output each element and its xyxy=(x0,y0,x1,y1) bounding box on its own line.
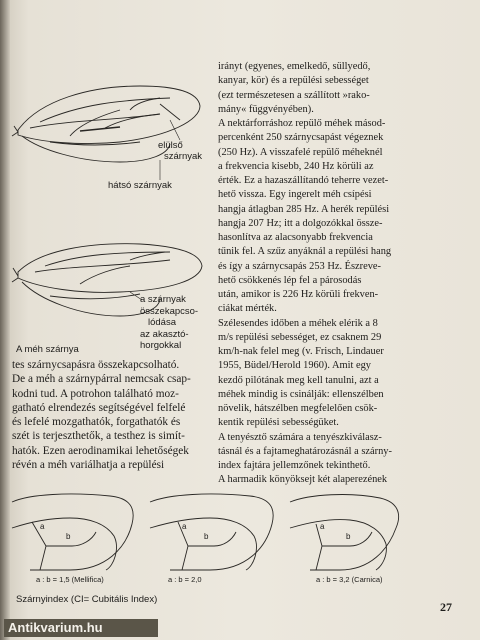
text-line: gatható elrendezés segítségével felfelé xyxy=(12,401,186,414)
label-hind-wings: hátsó szárnyak xyxy=(108,180,172,191)
label-b-wing3: b xyxy=(346,532,351,541)
text-line: tásnál és a fajtameghatározásnál a szárny- xyxy=(218,445,392,457)
text-line: révén a méh variálhatja a repülési xyxy=(12,458,165,471)
text-line: után, amikor is 226 Hz körüli frekven- xyxy=(218,289,379,300)
text-line: hasonlítva az alacsonyabb frekvencia xyxy=(218,232,373,243)
text-line: A harmadik könyöksejt két alaperezének xyxy=(218,474,388,486)
text-line: méhek mindig is csinálják: ellenszélben xyxy=(218,388,384,400)
label-wing-coupling: a szárnyak összekapcsо- lódása az akasztó- horgokkal xyxy=(140,294,199,351)
text-line: tes szárnycsapásra összekapcsolható. xyxy=(12,359,180,371)
text-line: tűnik fel. A szűz anyáknál a repülési hang xyxy=(218,246,392,258)
text-line: és lefelé mozgathatók, forgathatók és xyxy=(12,416,181,428)
label-a-wing1: a xyxy=(40,522,45,531)
text-line: Szélesendes időben a méhek elérik a 8 xyxy=(218,317,378,329)
text-line: (250 Hz). A visszafelé repülő méheknél xyxy=(218,146,383,158)
page-number: 27 xyxy=(440,600,452,614)
text-line: ciákat mérték. xyxy=(218,303,277,315)
text-line: 1955, Büdel/Herold 1960). Amit egy xyxy=(218,360,371,372)
text-line: A nektárforráshoz repülő méhek másod- xyxy=(218,118,386,129)
text-line: kentik repülési sebességüket. xyxy=(218,417,339,429)
text-line: kodni tud. A potrohon található moz- xyxy=(12,387,179,400)
text-line: irányt (egyenes, emelkedő, süllyedő, xyxy=(218,61,371,72)
text-line: (ezt természetesen a szállított »rako- xyxy=(218,89,370,101)
left-text-column xyxy=(12,358,216,472)
ratio-label-carnica: a : b = 3,2 (Carnica) xyxy=(316,575,383,584)
text-line: kanyar, kör) és a repülési sebességet xyxy=(218,75,369,87)
text-line: hető csökkenés lép fel a párosodás xyxy=(218,274,362,286)
text-line: szét is terjeszthetők, a testhez is simít- xyxy=(12,430,185,443)
label-a-wing2: a xyxy=(182,522,187,531)
text-line: hangja átlagban 285 Hz. A herék repülési xyxy=(218,203,390,215)
label-b-wing2: b xyxy=(204,532,209,541)
page-gutter-shadow xyxy=(0,0,10,640)
text-line: és így a szárnycsapás 253 Hz. Észreve- xyxy=(218,260,382,272)
label-b-wing1: b xyxy=(66,532,71,541)
text-line: index fajtára jellemzőnek tekinthető. xyxy=(218,460,371,471)
text-line: De a méh a szárnypárral nemcsak csap- xyxy=(12,373,191,386)
text-line: érték. Ez a hazaszállítandó teherre vezet- xyxy=(218,175,389,186)
text-line: kezdő pilótának meg kell tanulni, azt a xyxy=(218,374,379,386)
label-a-wing3: a xyxy=(320,522,325,531)
text-line: növelik, hátszélben megfelelően csök- xyxy=(218,403,378,414)
text-line: m/s repülési sebességet, ez csaknem 29 xyxy=(218,331,382,343)
figure-caption-wing-index: Szárnyindex (CI= Cubitális Index) xyxy=(16,594,158,605)
text-line: A tenyésztő számára a tenyészkiválasz- xyxy=(218,431,382,443)
ratio-label-mellifica: a : b = 1,5 (Mellifica) xyxy=(36,575,104,584)
text-line: hangja 207 Hz; itt a dolgozókkal össze- xyxy=(218,217,383,229)
text-line: km/h-nak felel meg (v. Frisch, Lindauer xyxy=(218,346,384,357)
text-line: hető vissza. Egy ingerelt méh csípési xyxy=(218,189,372,201)
figure-caption-bee-wing: A méh szárnya xyxy=(16,344,79,355)
right-text-column xyxy=(218,60,400,488)
label-front-wings: elülső szárnyak xyxy=(158,140,203,162)
watermark: Antikvarium.hu xyxy=(4,619,158,637)
text-line: a frekvencia kisebb, 240 Hz körüli az xyxy=(218,160,374,172)
text-line: mány« függvényében). xyxy=(218,103,314,115)
ratio-label-2: a : b = 2,0 xyxy=(168,575,202,584)
text-line: percenként 250 szárnycsapást végeznek xyxy=(218,132,384,144)
bee-wing-diagram-top xyxy=(10,80,210,190)
text-line: hatók. Ezen aerodinamikai lehetőségek xyxy=(12,444,189,457)
